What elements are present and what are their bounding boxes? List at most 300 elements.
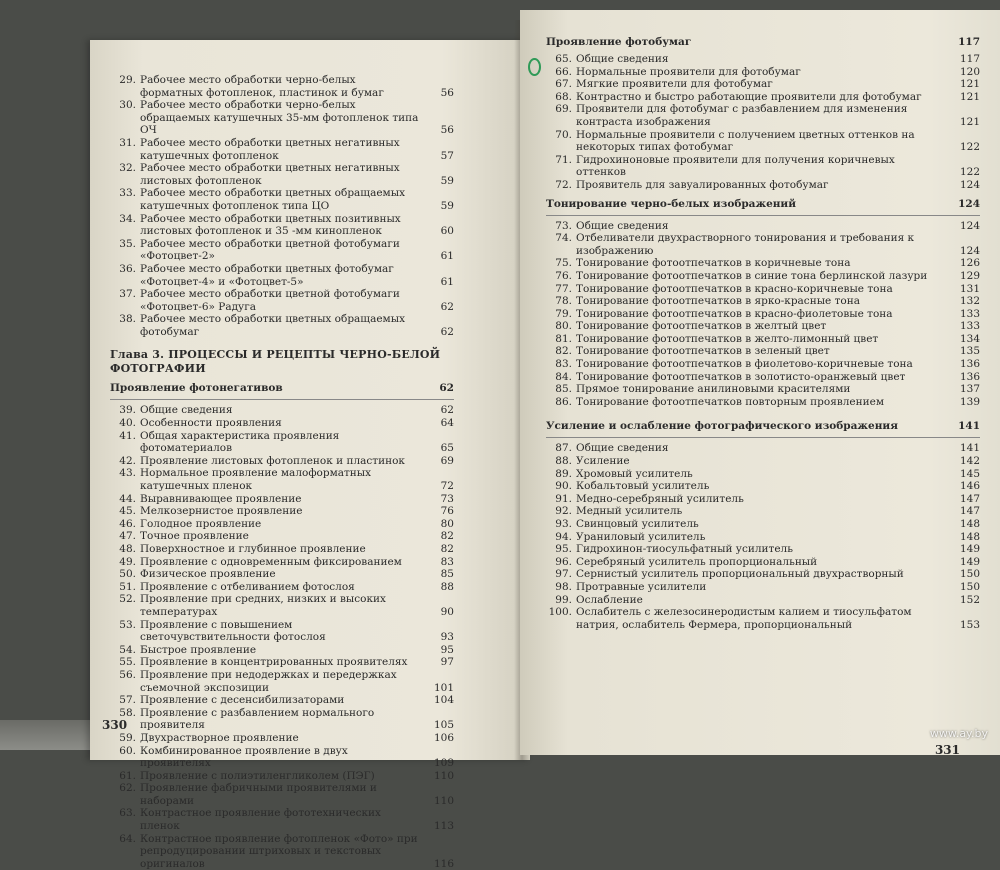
entry-page-number: 135 [959,345,980,358]
entry-title: Тонирование фотоотпечатков в красно-фиолетовые тона [576,307,893,320]
entry-number: 86. [555,395,572,408]
right-contents [546,32,980,631]
left-page [90,40,530,870]
entry-number: 73. [555,219,572,232]
entry-title: Мелкозернистое проявление [140,505,303,518]
toc-entry [110,770,454,783]
entry-number: 31. [119,136,136,149]
entry-title: Прямое тонирование анилиновыми красителями [576,383,851,396]
entry-title: Тонирование фотоотпечатков в ярко-красные тона [576,295,860,308]
entry-title: Серебряный усилитель пропорциональный [576,555,818,568]
toc-entry [546,179,980,192]
entry-number: 59. [119,731,136,744]
entry-page-number: 126 [959,257,980,270]
entry-title: Контрастное проявление фотопленок «Фото» при репродуцировании штриховых и текстовых оригиналов [140,832,418,870]
entry-number: 30. [119,99,136,112]
left-contents [110,74,454,870]
entry-page-number: 121 [959,115,980,128]
toc-entry [546,308,980,321]
entry-page-number: 152 [959,593,980,606]
entry-title: Проявление при недодержках и передержках съемочной экспозиции [140,668,397,694]
entry-title: Гидрохиноновые проявители для получения коричневых оттенков [576,153,895,179]
entry-title: Рабочее место обработки черно-белых обращаемых катушечных 35-мм фотопленок типа ОЧ [140,99,419,137]
toc-entry [110,430,454,455]
entry-title: Тонирование фотоотпечатков в золотисто-оранжевый цвет [576,370,906,383]
entry-title: Медный усилитель [576,505,683,518]
section-heading: Усиление и ослабление фотографического изображения 141 [546,420,980,433]
entry-page-number: 132 [959,295,980,308]
entry-number: 69. [555,103,572,116]
entry-page-number: 120 [959,65,980,78]
chapter-title: Глава 3. ПРОЦЕССЫ И РЕЦЕПТЫ ЧЕРНО-БЕЛОЙ ФОТОГРАФИИ [110,348,441,376]
entry-number: 95. [555,543,572,556]
entry-page-number: 113 [433,820,454,833]
entry-title: Тонирование фотоотпечатков в желтый цвет [576,320,827,333]
entry-page-number: 150 [959,580,980,593]
entry-number: 88. [555,455,572,468]
toc-entry [546,556,980,569]
toc-entry [546,383,980,396]
entry-number: 80. [555,320,572,333]
toc-entry [110,213,454,238]
entry-number: 47. [119,530,136,543]
toc-entry [110,644,454,657]
toc-entry [110,556,454,569]
entry-page-number: 62 [440,325,454,338]
entry-number: 41. [119,429,136,442]
entry-title: Проявление с разбавлением нормального проявителя [140,706,375,732]
entry-page-number: 106 [433,731,454,744]
entry-title: Нормальное проявление малоформатных катушечных пленок [140,467,372,493]
toc-entry [546,396,980,409]
entry-number: 50. [119,568,136,581]
watermark: www.ay.by [929,727,988,740]
toc-entry [110,669,454,694]
entry-number: 54. [119,643,136,656]
entry-title: Рабочее место обработки цветных обращаемых фотобумаг [140,313,405,338]
entry-number: 67. [555,78,572,91]
toc-entry [546,270,980,283]
entry-page-number: 69 [440,454,454,467]
entry-number: 48. [119,543,136,555]
entry-number: 57. [119,694,136,707]
entry-title: Урaниловый усилитель [576,530,706,543]
entry-number: 60. [119,744,136,757]
entry-title: Медно-серебряный усилитель [576,492,744,505]
entry-page-number: 124 [959,219,980,232]
toc-entry [546,53,980,66]
entry-page-number: 121 [959,90,980,103]
toc-entry [110,505,454,518]
entry-page-number: 56 [440,124,454,137]
entry-number: 97. [555,568,572,581]
entry-title: Гидрохинон-тиосульфатный усилитель [576,543,793,556]
toc-entry [110,137,454,162]
entry-page-number: 110 [433,794,454,807]
entry-page-number: 153 [959,618,980,631]
entry-title: Проявление с повышением светочувствительности фотослоя [140,618,326,644]
toc-entry [546,505,980,518]
toc-entry [546,581,980,594]
entry-page-number: 121 [959,78,980,91]
entry-number: 43. [119,467,136,480]
entry-number: 84. [555,370,572,383]
toc-entry [110,187,454,212]
entry-page-number: 65 [440,442,454,455]
toc-entry [546,345,980,358]
entry-number: 81. [555,332,572,345]
toc-entry [110,807,454,832]
entry-number: 77. [555,282,572,295]
toc-entry [110,732,454,745]
entry-page-number: 57 [440,149,454,162]
entry-title: Тонирование фотоотпечатков в синие тона берлинской лазури [576,269,928,282]
toc-entry [110,493,454,506]
entry-number: 38. [119,313,136,326]
entry-title: Рабочее место обработки цветных обращаемых катушечных фотопленок типа ЦО [140,187,405,212]
entry-number: 83. [555,358,572,371]
entry-page-number: 64 [440,417,454,430]
page-number-right: 331 [934,743,960,757]
entry-page-number: 139 [959,395,980,408]
entry-number: 42. [119,454,136,467]
entry-page-number: 93 [440,631,454,644]
entry-page-number: 131 [959,282,980,295]
entry-page-number: 116 [433,857,454,870]
toc-entry [546,480,980,493]
toc-entry [110,263,454,288]
entry-page-number: 109 [433,757,454,770]
toc-entry [110,99,454,137]
toc-entry [110,568,454,581]
toc-entry [110,518,454,531]
entry-number: 61. [119,769,136,782]
entry-number: 49. [119,555,136,568]
entry-number: 33. [119,187,136,200]
entry-number: 37. [119,288,136,301]
entry-number: 89. [555,467,572,480]
entry-number: 55. [119,656,136,669]
entry-title: Проявление листовых фотопленок и пластинок [140,454,405,467]
entry-title: Тонирование фотоотпечатков в фиолетово-коричневые тона [576,358,913,371]
entry-page-number: 110 [433,769,454,782]
toc-entry [546,518,980,531]
entry-page-number: 62 [440,404,454,417]
entry-number: 32. [119,162,136,175]
toc-entry [546,606,980,631]
toc-entry [110,288,454,313]
toc-entry [546,232,980,257]
toc-entry [546,594,980,607]
toc-entry [110,74,454,99]
entry-number: 51. [119,580,136,593]
entry-page-number: 122 [959,141,980,154]
entry-number: 85. [555,383,572,396]
entry-title: Общие сведения [576,219,669,232]
entry-number: 72. [555,178,572,191]
entry-page-number: 60 [440,225,454,238]
entry-title: Кобальтовый усилитель [576,480,710,493]
entry-title: Нормальные проявители с получением цветных оттенков на некоторых типах фотобумаг [576,128,915,154]
toc-entry [546,78,980,91]
entry-number: 65. [555,53,572,65]
entry-number: 35. [119,237,136,250]
green-ring-mark [528,58,541,76]
entry-title: Тонирование фотоотпечатков в коричневые тона [576,257,851,270]
entry-title: Общая характеристика проявления фотоматериалов [140,429,340,455]
toc-entry [110,530,454,543]
entry-page-number: 82 [440,543,454,555]
entry-title: Проявители для фотобумаг с разбавлением для изменения контраста изображения [576,103,908,128]
entry-number: 62. [119,782,136,795]
entry-title: Общие сведения [576,53,669,65]
entry-title: Протравные усилители [576,580,707,593]
entry-title: Точное проявление [140,530,249,543]
entry-number: 82. [555,345,572,358]
entry-page-number: 134 [959,332,980,345]
toc-entry [110,313,454,338]
entry-number: 100. [548,606,572,619]
section-heading: Проявление фотонегативов 62 [110,382,454,395]
entry-page-number: 76 [440,505,454,518]
toc-entry [546,220,980,233]
entry-title: Проявление с отбеливанием фотослоя [140,580,355,593]
entry-title: Рабочее место обработки цветной фотобумаги «Фотоцвет-2» [140,237,400,263]
entry-page-number: 72 [440,480,454,493]
entry-page-number: 148 [959,530,980,543]
entry-number: 94. [555,530,572,543]
entry-number: 68. [555,90,572,103]
toc-entry [110,581,454,594]
entry-number: 75. [555,257,572,270]
toc-entry [546,493,980,506]
entry-number: 74. [555,232,572,245]
entry-page-number: 90 [440,605,454,618]
entry-page-number: 150 [959,568,980,581]
entry-number: 78. [555,295,572,308]
entry-title: Особенности проявления [140,417,282,430]
entry-page-number: 136 [959,370,980,383]
entry-title: Рабочее место обработки цветных негативных листовых фотопленок [140,162,400,187]
entry-title: Поверхностное и глубинное проявление [140,543,366,555]
toc-entry [546,568,980,581]
entry-page-number: 88 [440,580,454,593]
entry-title: Комбинированное проявление в двух проявителях [140,744,348,770]
entry-number: 90. [555,480,572,493]
toc-entry [546,129,980,154]
entry-page-number: 142 [959,455,980,468]
entry-title: Общие сведения [576,442,669,455]
entry-number: 87. [555,442,572,455]
entry-number: 76. [555,269,572,282]
toc-entry [546,371,980,384]
entry-number: 39. [119,404,136,417]
entry-page-number: 61 [440,275,454,288]
entry-page-number: 147 [959,505,980,518]
entry-page-number: 148 [959,518,980,530]
entry-page-number: 97 [440,656,454,669]
section-rule [110,399,454,400]
toc-entry [546,320,980,333]
entry-title: Общие сведения [140,404,233,417]
toc-entry [110,782,454,807]
entry-number: 70. [555,128,572,141]
entry-page-number: 61 [440,250,454,263]
section-rule [546,437,980,438]
entry-number: 63. [119,807,136,820]
entry-title: Отбеливатели двухрастворного тонирования и требования к изображению [576,232,915,257]
entry-number: 79. [555,307,572,320]
entry-page-number: 145 [959,467,980,480]
entry-page-number: 137 [959,383,980,396]
entry-title: Выравнивающее проявление [140,492,302,505]
page-number-left: 330 [102,718,128,732]
entry-page-number: 59 [440,199,454,212]
entry-title: Рабочее место обработки цветных фотобумаг «Фотоцвет-4» и «Фотоцвет-5» [140,262,394,288]
entry-title: Тонирование фотоотпечатков в желто-лимонный цвет [576,332,879,345]
toc-entry [546,442,980,455]
toc-entry [110,404,454,417]
entry-title: Мягкие проявители для фотобумаг [576,78,773,91]
toc-entry [546,295,980,308]
section-heading: Проявление фотобумаг 117 [546,36,980,48]
toc-entry [110,833,454,870]
toc-entry [110,707,454,732]
entry-page-number: 62 [440,300,454,313]
entry-title: Тонирование фотоотпечатков в зеленый цвет [576,345,830,358]
toc-entry [546,531,980,544]
entry-title: Тонирование фотоотпечатков в красно-коричневые тона [576,282,893,295]
entry-title: Сернистый усилитель пропорциональный двухрастворный [576,568,904,581]
entry-title: Проявление с полиэтиленгликолем (ПЭГ) [140,769,375,782]
entry-title: Проявитель для завуалированных фотобумаг [576,178,829,191]
toc-entry [546,333,980,346]
entry-number: 44. [119,492,136,505]
entry-number: 52. [119,593,136,606]
entry-number: 45. [119,505,136,518]
entry-number: 93. [555,518,572,530]
entry-number: 56. [119,668,136,681]
entry-number: 29. [119,74,136,86]
toc-entry [546,543,980,556]
entry-page-number: 124 [959,178,980,191]
entry-number: 91. [555,492,572,505]
entry-title: Рабочее место обработки цветной фотобумаги «Фотоцвет-6» Радуга [140,288,400,313]
toc-entry [110,656,454,669]
toc-entry [546,468,980,481]
entry-page-number: 149 [959,543,980,556]
entry-page-number: 80 [440,517,454,530]
entry-page-number: 105 [433,719,454,732]
entry-title: Усиление [576,455,630,468]
entry-page-number: 73 [440,492,454,505]
entry-page-number: 122 [959,166,980,179]
toc-entry [546,358,980,371]
toc-entry [110,593,454,618]
entry-page-number: 133 [959,307,980,320]
entry-title: Физическое проявление [140,568,276,581]
entry-page-number: 147 [959,492,980,505]
entry-number: 66. [555,65,572,78]
entry-title: Тонирование фотоотпечатков повторным проявлением [576,395,885,408]
entry-page-number: 129 [959,269,980,282]
toc-entry [110,694,454,707]
entry-page-number: 82 [440,530,454,543]
entry-number: 99. [555,593,572,606]
section-heading: Тонирование черно-белых изображений 124 [546,197,980,210]
toc-entry [110,455,454,468]
entry-title: Проявление с десенсибилизаторами [140,694,345,707]
entry-title: Контрастно и быстро работающие проявители для фотобумаг [576,90,922,103]
toc-entry [110,745,454,770]
entry-title: Проявление с одновременным фиксированием [140,555,402,568]
entry-title: Хромовый усилитель [576,467,693,480]
entry-page-number: 59 [440,174,454,187]
toc-entry [110,467,454,492]
entry-page-number: 133 [959,320,980,333]
toc-entry [546,283,980,296]
entry-page-number: 141 [959,442,980,455]
toc-entry [110,238,454,263]
entry-title: Нормальные проявители для фотобумаг [576,65,801,78]
entry-page-number: 85 [440,568,454,581]
entry-page-number: 124 [959,244,980,257]
toc-entry [546,154,980,179]
entry-title: Проявление в концентрированных проявителях [140,656,408,669]
entry-title: Проявление фабричными проявителями и наборами [140,782,377,807]
entry-number: 40. [119,417,136,430]
entry-title: Рабочее место обработки цветных позитивных листовых фотопленок и 35 -мм кинопленок [140,212,401,238]
entry-title: Ослабление [576,593,643,606]
section-rule [546,215,980,216]
toc-entry [546,91,980,104]
entry-page-number: 95 [440,643,454,656]
entry-number: 53. [119,618,136,631]
entry-number: 64. [119,832,136,845]
right-page [520,10,1000,755]
entry-page-number: 136 [959,358,980,371]
entry-page-number: 117 [959,53,980,65]
entry-page-number: 149 [959,555,980,568]
entry-number: 46. [119,517,136,530]
entry-number: 34. [119,212,136,225]
entry-title: Проявление при средних, низких и высоких температурах [140,593,386,618]
entry-title: Рабочее место обработки цветных негативных катушечных фотопленок [140,136,400,162]
entry-number: 36. [119,262,136,275]
entry-number: 71. [555,153,572,166]
entry-title: Контрастное проявление фототехнических пленок [140,807,381,833]
entry-page-number: 146 [959,480,980,493]
toc-entry [546,66,980,79]
toc-entry [110,543,454,556]
entry-title: Ослабитель с железосинеродистым калием и тиосульфатом натрия, ослабитель Фермера, пропорциональный [576,606,912,631]
toc-entry [110,619,454,644]
toc-entry [110,162,454,187]
entry-number: 92. [555,505,572,518]
toc-entry [546,103,980,128]
entry-title: Двухрастворное проявление [140,731,299,744]
entry-number: 98. [555,580,572,593]
entry-number: 58. [119,706,136,719]
entry-page-number: 101 [433,681,454,694]
entry-number: 96. [555,555,572,568]
toc-entry [546,257,980,270]
entry-page-number: 56 [440,86,454,99]
entry-title: Рабочее место обработки черно-белых форматных фотопленок, пластинок и бумаг [140,74,384,99]
entry-title: Быстрое проявление [140,643,257,656]
toc-entry [546,455,980,468]
toc-entry [110,417,454,430]
